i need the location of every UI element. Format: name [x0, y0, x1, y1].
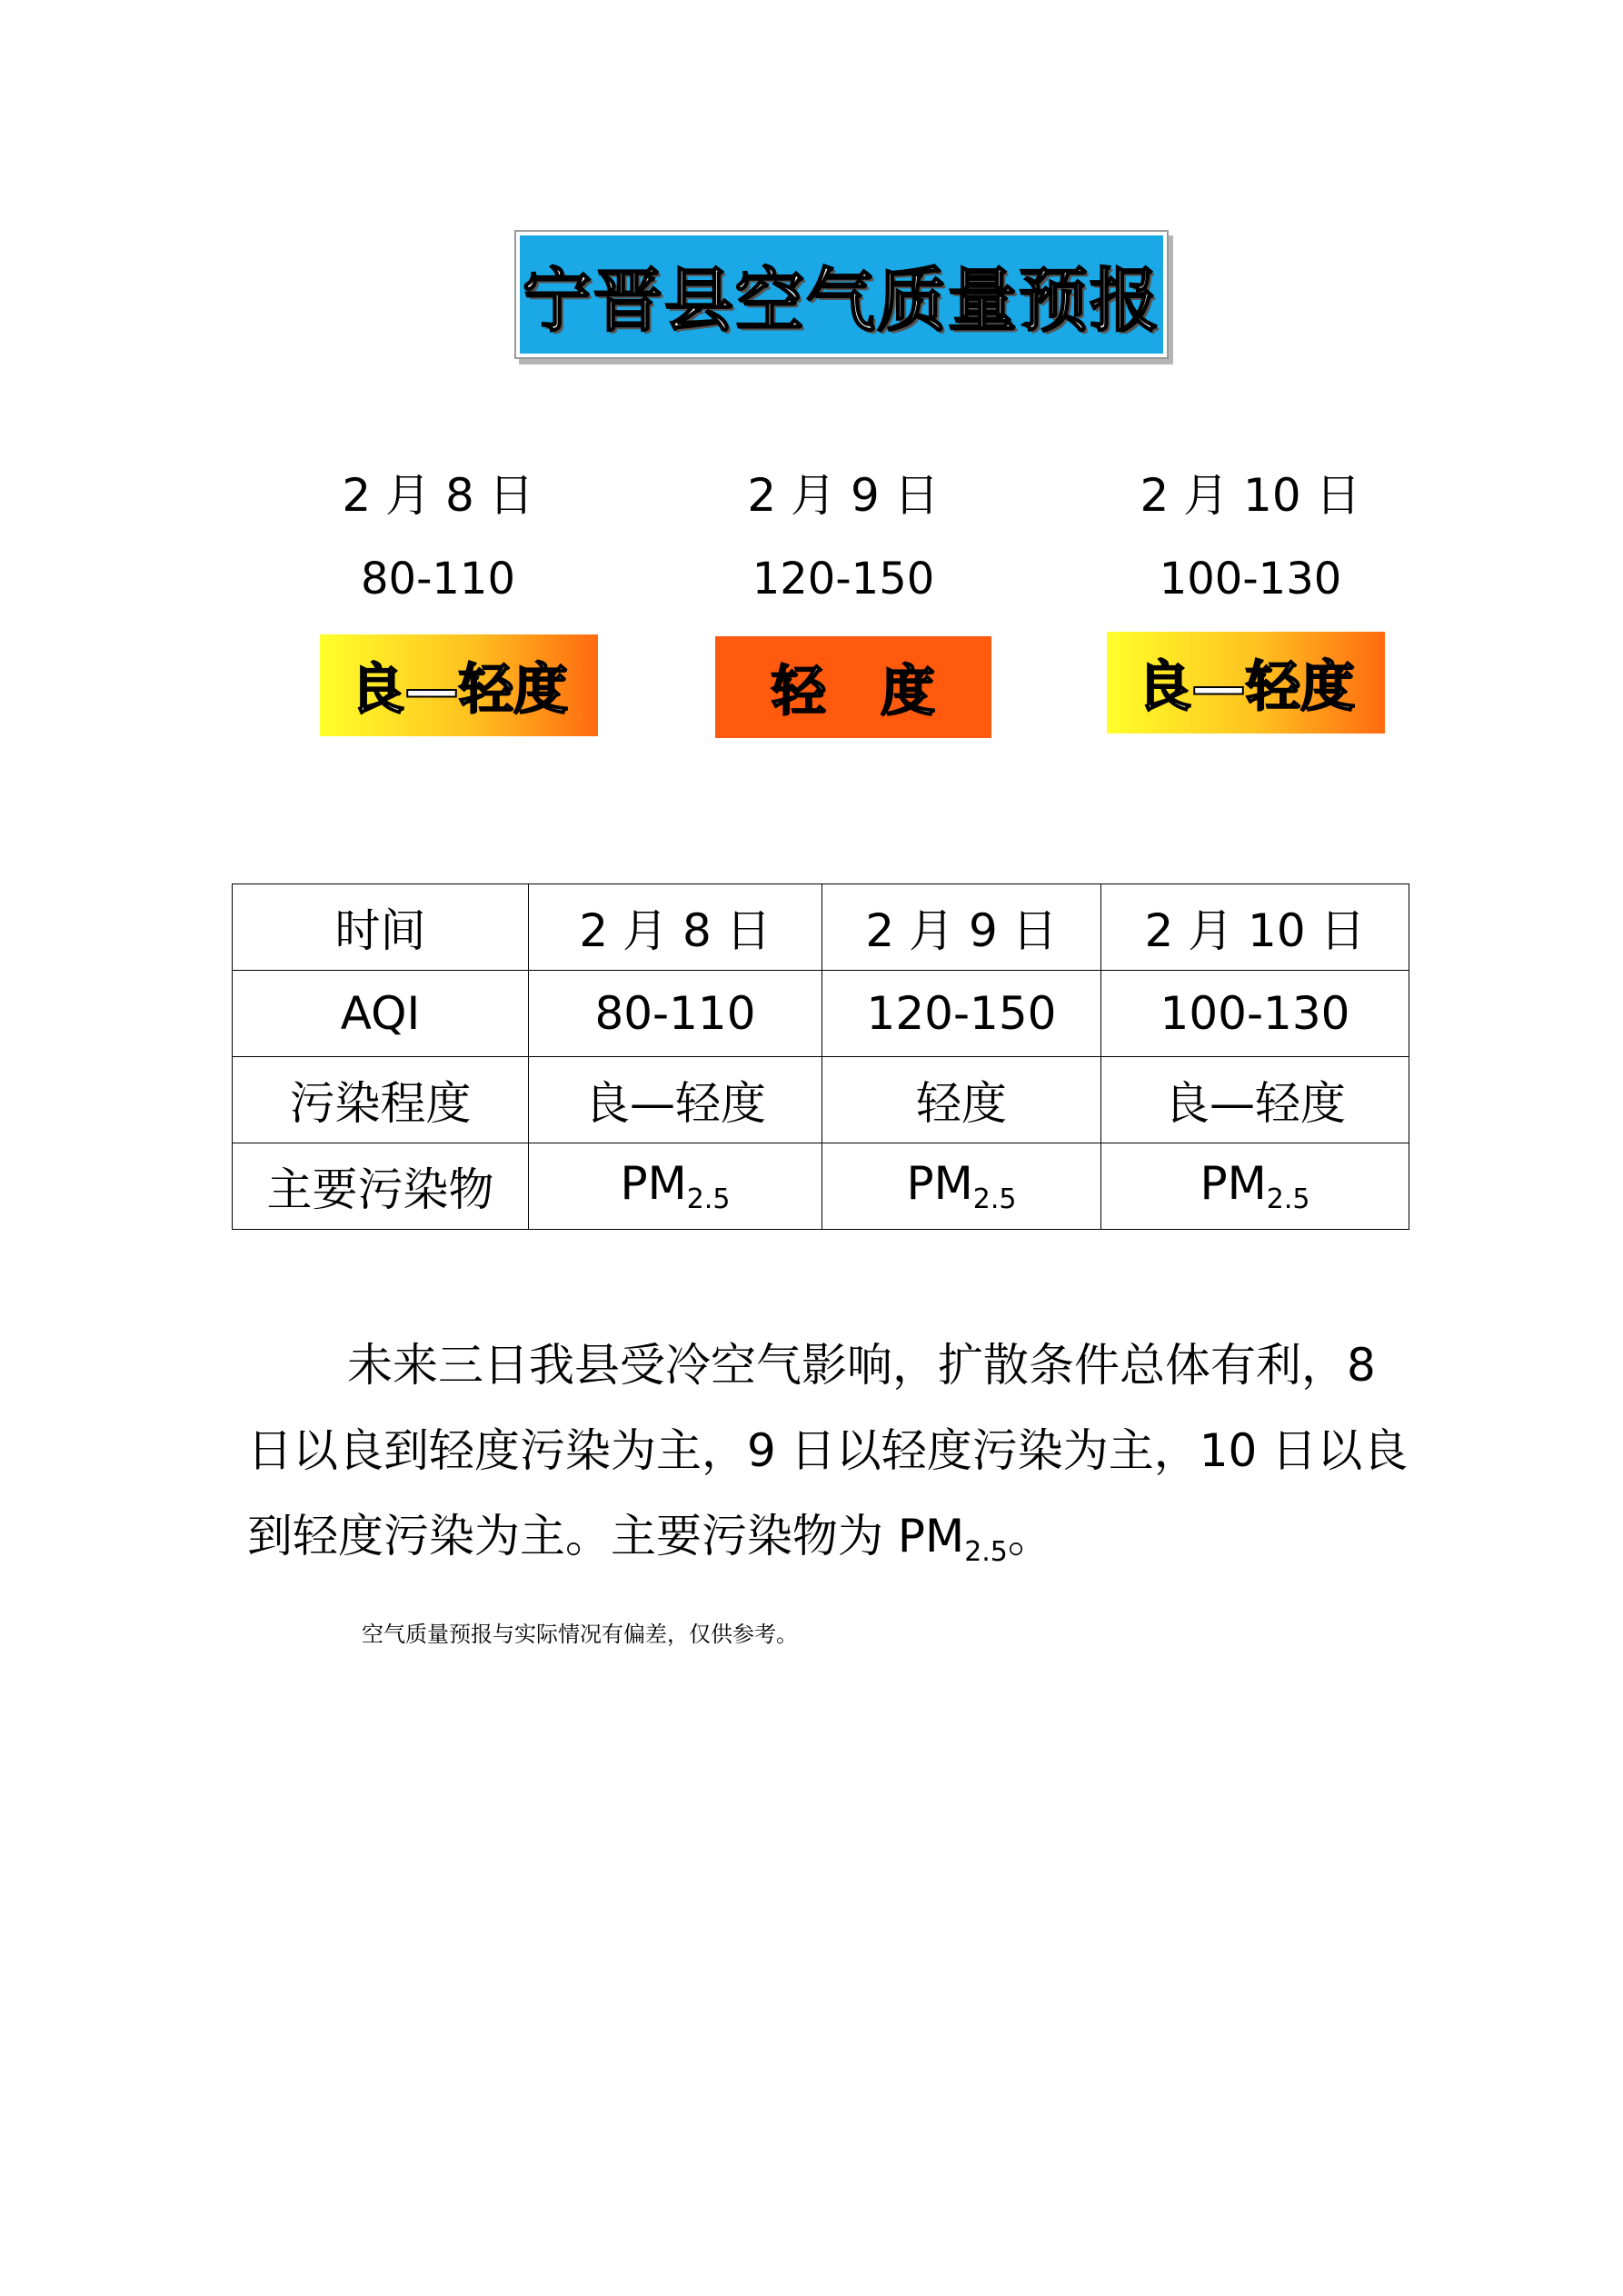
table-cell: 良—轻度 — [1101, 1057, 1409, 1143]
summary-subscript: 2.5 — [964, 1536, 1008, 1568]
day-forecast-3 — [1060, 468, 1441, 606]
table-header: 2 月 9 日 — [822, 884, 1101, 971]
row-label: 污染程度 — [233, 1057, 529, 1143]
table-cell: 120-150 — [822, 971, 1101, 1057]
table-cell: 100-130 — [1101, 971, 1409, 1057]
table-row — [233, 1143, 1409, 1230]
pollutant-name: PM — [620, 1157, 687, 1210]
table-cell — [529, 1143, 822, 1230]
level-badge-3: 良—轻度 — [1107, 632, 1385, 734]
table-header: 2 月 10 日 — [1101, 884, 1409, 971]
table-header-row — [233, 884, 1409, 971]
pollutant-subscript: 2.5 — [1266, 1183, 1310, 1215]
table-cell: 80-110 — [529, 971, 822, 1057]
pollutant-subscript: 2.5 — [686, 1183, 731, 1215]
day-aqi: 80-110 — [360, 554, 515, 604]
day-date: 2 月 8 日 — [342, 469, 534, 522]
level-badge-1: 良—轻度 — [320, 634, 598, 736]
table-row — [233, 1057, 1409, 1143]
summary-paragraph — [247, 1323, 1419, 1595]
summary-end: 。 — [1007, 1510, 1053, 1562]
table-header: 时间 — [233, 884, 529, 971]
page-title: 宁晋县空气质量预报 — [523, 259, 1160, 341]
pollutant-name: PM — [906, 1157, 973, 1210]
day-date: 2 月 9 日 — [747, 469, 940, 522]
day-aqi: 120-150 — [752, 554, 935, 604]
table-cell: 轻度 — [822, 1057, 1101, 1143]
row-label: 主要污染物 — [233, 1143, 529, 1230]
disclaimer-note: 空气质量预报与实际情况有偏差，仅供参考。 — [362, 1622, 798, 1647]
summary-text: 未来三日我县受冷空气影响，扩散条件总体有利，8 日以良到轻度污染为主，9 日以轻度污染为主，10 日以良到轻度污染为主。主要污染物为 PM — [247, 1339, 1409, 1562]
forecast-table — [232, 883, 1409, 1230]
day-date: 2 月 10 日 — [1140, 469, 1361, 522]
pollutant-name: PM — [1200, 1157, 1267, 1210]
row-label: AQI — [233, 971, 529, 1057]
table-row — [233, 971, 1409, 1057]
day-forecast-2 — [652, 468, 1034, 606]
table-header: 2 月 8 日 — [529, 884, 822, 971]
table-cell — [822, 1143, 1101, 1230]
pollutant-subscript: 2.5 — [972, 1183, 1017, 1215]
title-banner — [516, 232, 1167, 357]
day-forecast-1 — [247, 468, 629, 606]
level-badge-2: 轻度 — [715, 636, 991, 738]
day-aqi: 100-130 — [1159, 554, 1342, 604]
table-cell: 良—轻度 — [529, 1057, 822, 1143]
table-cell — [1101, 1143, 1409, 1230]
